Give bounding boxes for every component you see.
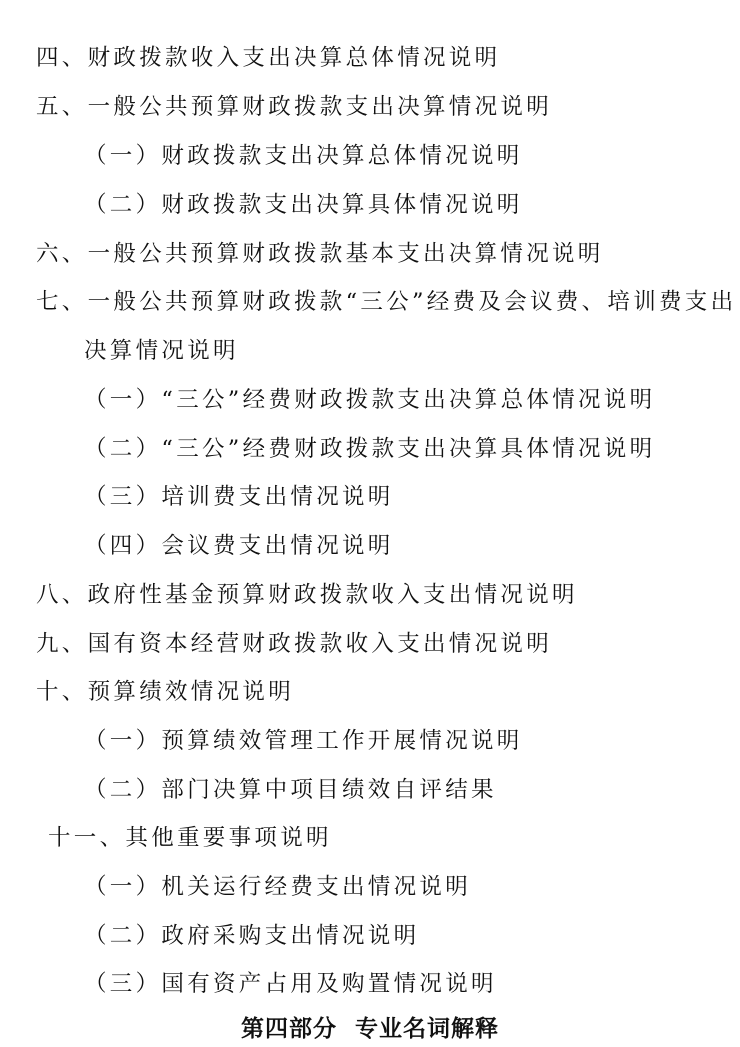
toc-item: 十一、其他重要事项说明	[48, 825, 332, 851]
toc-item: 四、财政拨款收入支出决算总体情况说明	[36, 45, 501, 71]
toc-item: （一）预算绩效管理工作开展情况说明	[84, 728, 523, 754]
toc-item: 六、一般公共预算财政拨款基本支出决算情况说明	[36, 241, 604, 267]
toc-item-continuation: 决算情况说明	[84, 338, 239, 364]
toc-item: （四）会议费支出情况说明	[84, 533, 394, 559]
toc-item: （二）财政拨款支出决算具体情况说明	[84, 192, 523, 218]
toc-item: （一）“三公”经费财政拨款支出决算总体情况说明	[84, 387, 656, 413]
toc-item: （三）国有资产占用及购置情况说明	[84, 971, 497, 997]
part-heading: 第四部分 专业名词解释	[240, 1016, 499, 1042]
toc-item: （二）部门决算中项目绩效自评结果	[84, 777, 497, 803]
toc-item: 八、政府性基金预算财政拨款收入支出情况说明	[36, 582, 578, 608]
toc-item: 五、一般公共预算财政拨款支出决算情况说明	[36, 94, 553, 120]
toc-item: 九、国有资本经营财政拨款收入支出情况说明	[36, 631, 553, 657]
toc-item: （二）“三公”经费财政拨款支出决算具体情况说明	[84, 436, 656, 462]
toc-item: 十、预算绩效情况说明	[36, 679, 295, 705]
toc-item: （一）机关运行经费支出情况说明	[84, 874, 472, 900]
toc-item: 七、一般公共预算财政拨款“三公”经费及会议费、培训费支出	[36, 289, 737, 315]
toc-item: （三）培训费支出情况说明	[84, 484, 394, 510]
toc-item: （一）财政拨款支出决算总体情况说明	[84, 143, 523, 169]
toc-item: （二）政府采购支出情况说明	[84, 923, 420, 949]
